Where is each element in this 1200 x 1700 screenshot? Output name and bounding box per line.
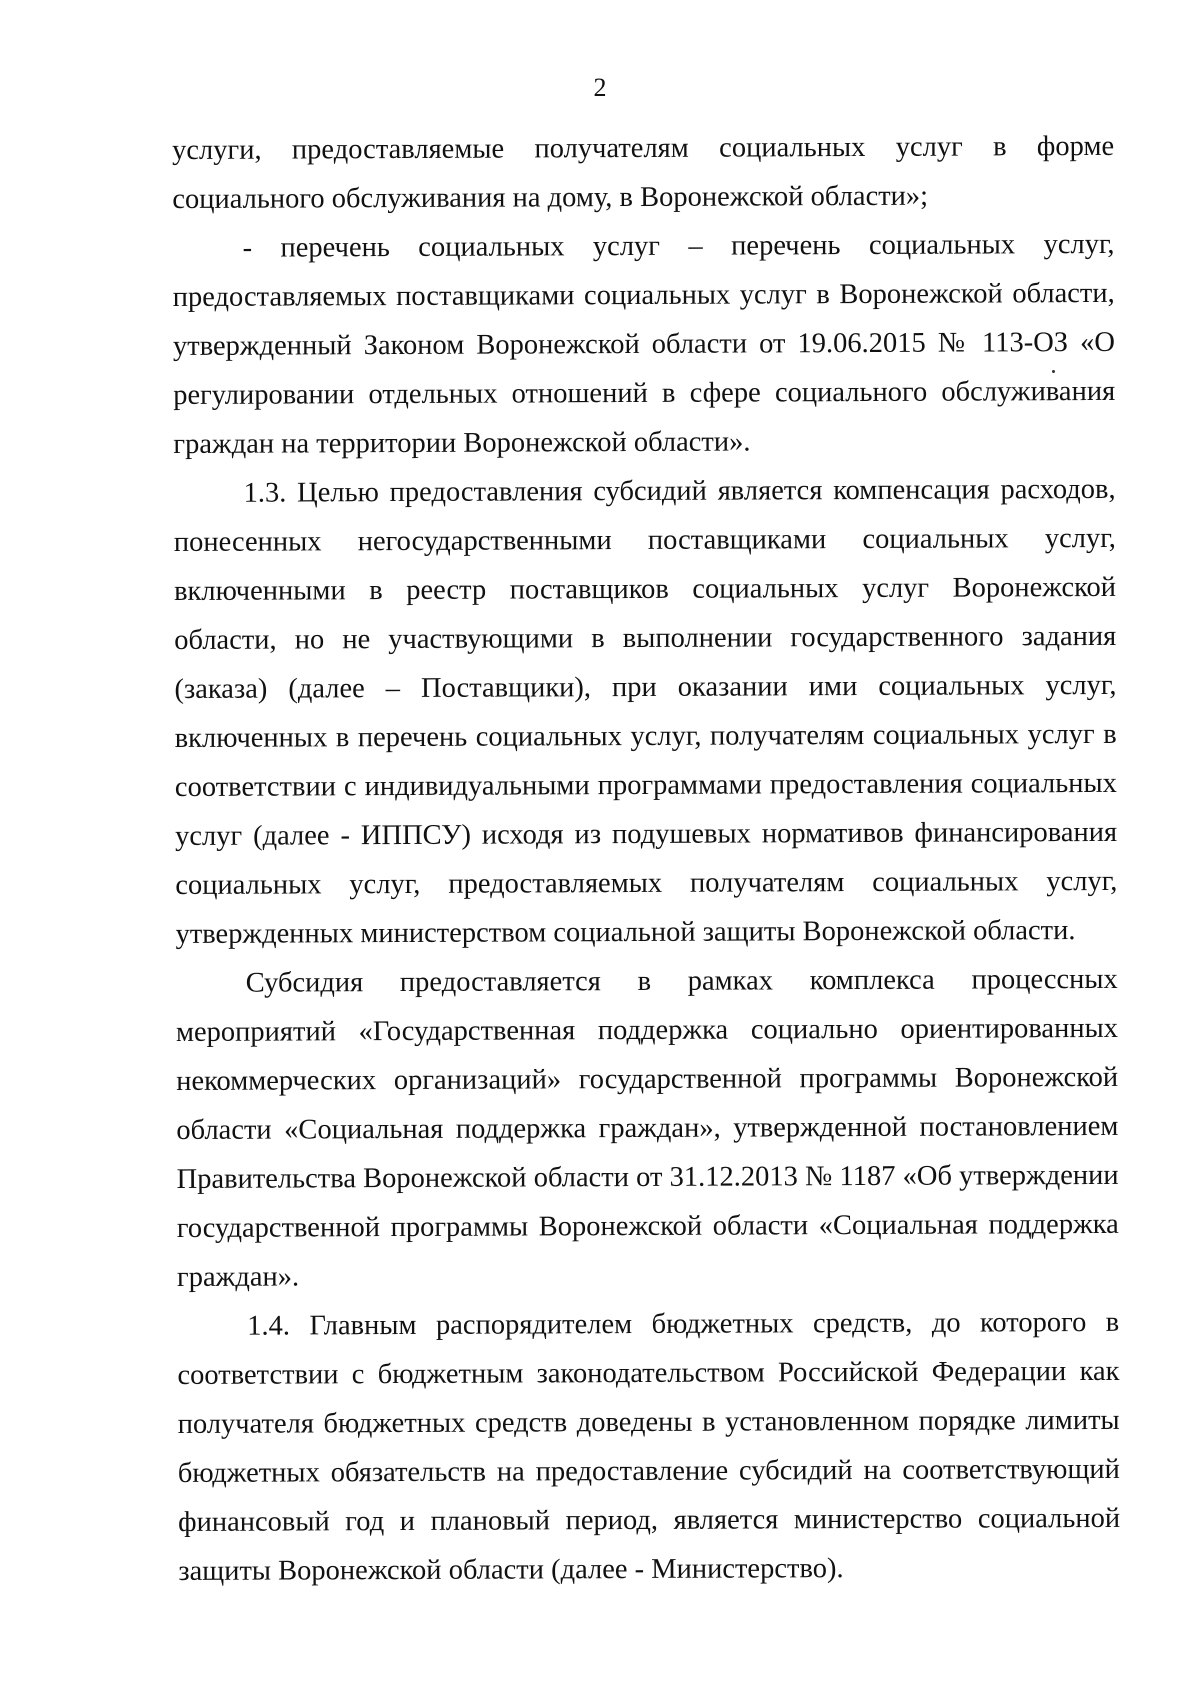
paragraph-1-4: 1.4. Главным распорядителем бюджетных средств, до которого в соответствии с бюджетным законодательством Российской Федерации как получателя бюджетных средств доведены в установленном порядке лимиты бюджетных обязательств на предоставление субсидий на соответствующий финансовый год и плановый период, является министерство социальной защиты Воронежской области (далее - Министерство). bbox=[177, 1306, 1121, 1587]
paragraph-1-3: 1.3. Целью предоставления субсидий является компенсация расходов, понесенных негосударственными поставщиками социальных услуг, включенными в реестр поставщиков социальных услуг Воронежской области, но не участвующими в выполнении государственного задания (заказа) (далее – Поставщики), при оказании ими социальных услуг, включенных в перечень социальных услуг, получателям социальных услуг в соответствии с индивидуальными программами предоставления социальных услуг (далее - ИППСУ) исходя из подушевых нормативов финансирования социальных услуг, предоставляемых получателям социальных услуг, утвержденных министерством социальной защиты Воронежской области. bbox=[173, 473, 1118, 950]
scan-speck bbox=[1052, 370, 1055, 373]
page-number: 2 bbox=[593, 73, 607, 102]
paragraph-services-list-definition: - перечень социальных услуг – перечень социальных услуг, предоставляемых поставщиками социальных услуг в Воронежской области, утвержденный Законом Воронежской области от 19.06.2015 № 113-ОЗ «О регулировании отдельных отношений в сфере социального обслуживания граждан на территории Воронежской области». bbox=[172, 228, 1116, 460]
document-body bbox=[172, 122, 1120, 1596]
paragraph-subsidy: Субсидия предоставляется в рамках комплекса процессных мероприятий «Государственная поддержка социально ориентированных некоммерческих организаций» государственной программы Воронежской области «Социальная поддержка граждан», утвержденной постановлением Правительства Воронежской области от 31.12.2013 № 1187 «Об утверждении государственной программы Воронежской области «Социальная поддержка граждан». bbox=[175, 963, 1119, 1293]
paragraph-continuation: услуги, предоставляемые получателям социальных услуг в форме социального обслуживания на дому, в Воронежской области»; bbox=[172, 130, 1115, 215]
